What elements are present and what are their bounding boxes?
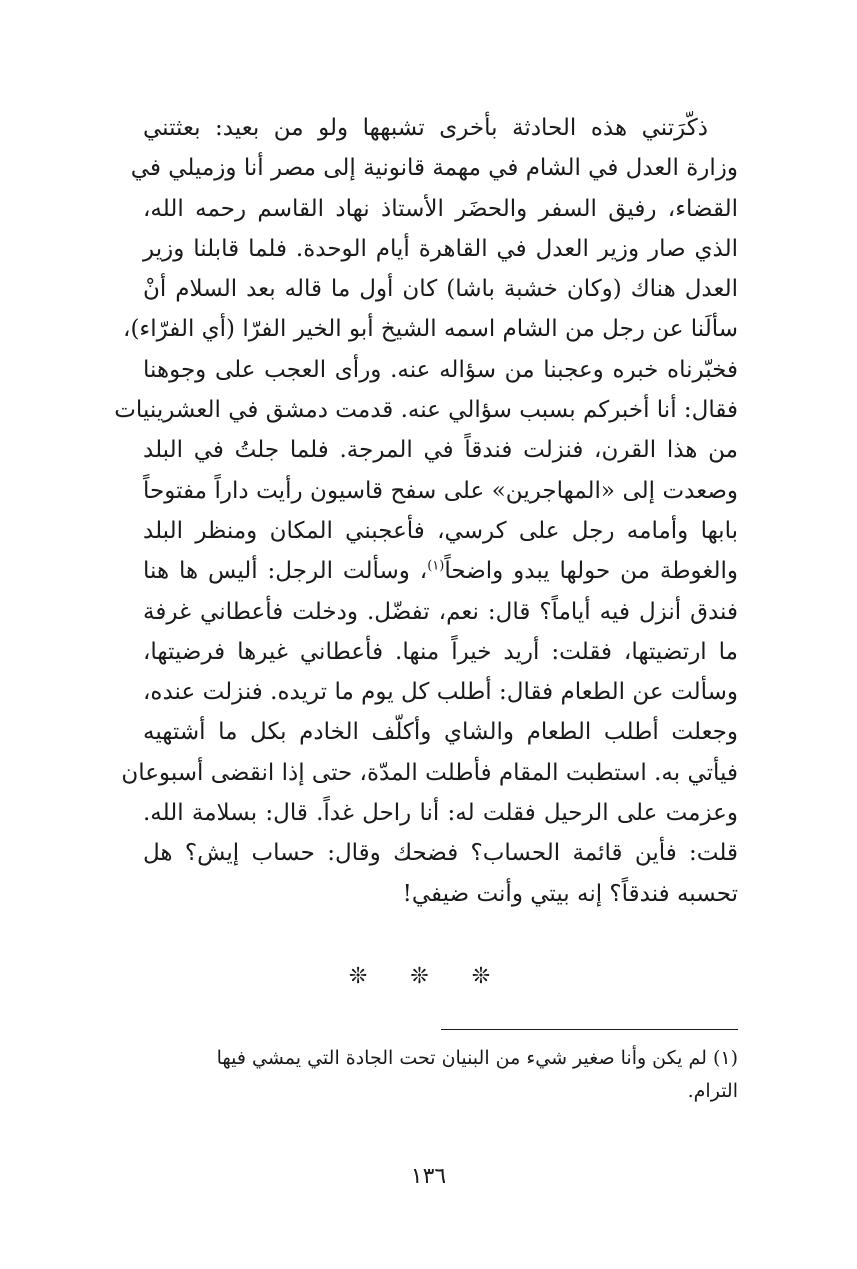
- text-line: الذي صار وزير العدل في القاهرة أيام الوحدة. فلما قابلنا وزير: [143, 235, 738, 262]
- text-line: وزارة العدل في الشام في مهمة قانونية إلى مصر أنا وزميلي في: [130, 155, 738, 182]
- text-line: فخبّرناه خبره وعجبنا من سؤاله عنه. ورأى العجب على وجوهنا: [143, 356, 738, 383]
- text-line: بابها وأمامه رجل على كرسي، فأعجبني المكان ومنظر البلد: [143, 517, 738, 544]
- text-line: قلت: فأين قائمة الحساب؟ فضحك وقال: حساب إيش؟ هل: [143, 840, 738, 867]
- text-segment: والغوطة من حولها يبدو واضحاً: [444, 558, 738, 585]
- section-separator: ❊ ❊ ❊: [348, 964, 509, 989]
- text-line: العدل هناك (وكان خشبة باشا) كان أول ما قاله بعد السلام أنْ: [143, 276, 738, 303]
- footnote-line: (١) لم يكن وأنا صغير شيء من البنيان تحت الجادة التي يمشي فيها: [216, 1047, 738, 1069]
- text-line: فقال: أنا أخبركم بسبب سؤالي عنه. قدمت دمشق في العشرينيات: [114, 397, 738, 424]
- footnote-line: الترام.: [687, 1080, 738, 1102]
- text-line: ذكّرَتني هذه الحادثة بأخرى تشبهها ولو من بعيد: بعثتني: [143, 115, 708, 141]
- text-line: وعزمت على الرحيل فقلت له: أنا راحل غداً. قال: بسلامة الله.: [143, 800, 738, 827]
- text-segment: ، وسألت الرجل: أليس ها هنا: [143, 558, 428, 585]
- footnote-reference[interactable]: (١): [427, 558, 445, 574]
- text-line: القضاء، رفيق السفر والحضَر الأستاذ نهاد القاسم رحمه الله،: [143, 195, 738, 222]
- main-text: [114, 108, 738, 914]
- text-line: من هذا القرن، فنزلت فندقاً في المرجة. فلما جلتُ في البلد: [143, 437, 738, 464]
- text-line: فيأتي به. استطبت المقام فأطلت المدّة، حتى إذا انقضى أسبوعان: [121, 759, 738, 786]
- text-line: تحسبه فندقاً؟ إنه بيتي وأنت ضيفي!: [402, 880, 738, 907]
- text-line: سألَنا عن رجل من الشام اسمه الشيخ أبو الخير الفرّا (أي الفرّاء)،: [123, 316, 738, 343]
- text-line: وسألت عن الطعام فقال: أطلب كل يوم ما تريده. فنزلت عنده،: [143, 679, 738, 706]
- text-line: ما ارتضيتها، فقلت: أريد خيراً منها. فأعطاني غيرها فرضيتها،: [143, 638, 738, 665]
- footnote: [143, 1042, 738, 1108]
- footnote-divider: [441, 1029, 738, 1030]
- text-line-with-footnote: [143, 551, 738, 591]
- text-line: وجعلت أطلب الطعام والشاي وأكلّف الخادم بكل ما أشتهيه: [143, 719, 738, 746]
- page-number: ١٣٦: [410, 1164, 447, 1189]
- text-line: وصعدت إلى «المهاجرين» على سفح قاسيون رأيت داراً مفتوحاً: [143, 477, 738, 504]
- text-line: فندق أنزل فيه أياماً؟ قال: نعم، تفضّل. ودخلت فأعطاني غرفة: [143, 598, 738, 625]
